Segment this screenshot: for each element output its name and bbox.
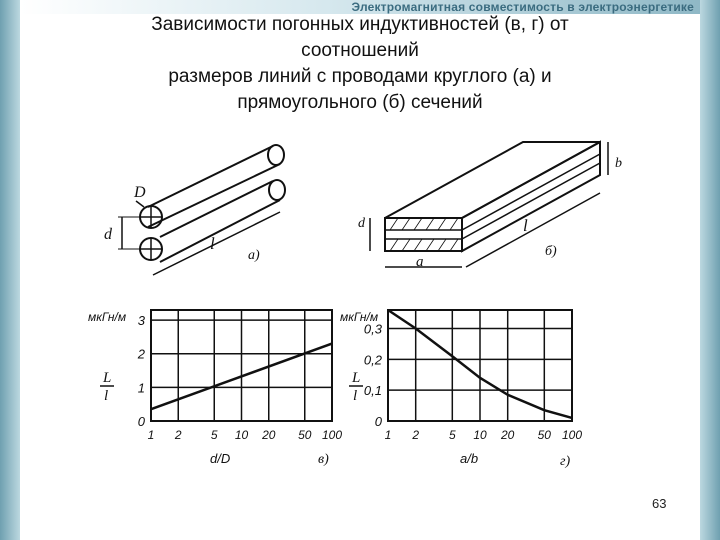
right-decor-bar (700, 0, 720, 540)
chart-v-grid (151, 310, 332, 421)
x-tick-label: 100 (321, 428, 343, 442)
label-d-a: d (104, 226, 112, 243)
chart-v-y-ratio-bottom: l (104, 388, 109, 404)
panel-a (118, 145, 285, 275)
hatch (414, 218, 422, 230)
wire-lower-end-far (269, 180, 285, 200)
hatch (450, 218, 458, 230)
x-tick-label: 100 (561, 428, 583, 442)
wire-upper-end-far (268, 145, 284, 165)
hatch (426, 239, 434, 251)
figure-svg (40, 127, 685, 482)
hatching-b (390, 218, 458, 251)
x-tick-label: 5 (448, 428, 456, 442)
chart-g-xlabel: a/b (460, 451, 479, 466)
bar-side-face (462, 142, 600, 251)
y-tick-label: 0,2 (363, 352, 382, 368)
x-tick-label: 2 (412, 428, 420, 442)
x-tick-label: 2 (174, 428, 182, 442)
y-tick-label: 3 (137, 313, 145, 329)
hatch (402, 218, 410, 230)
caption-a: а) (248, 248, 260, 263)
title-line-1: Зависимости погонных индуктивностей (в, г) от (151, 14, 569, 35)
caption-b: б) (545, 244, 557, 259)
y-tick-label: 0 (374, 414, 382, 429)
hatch (426, 218, 434, 230)
layer-line (462, 154, 600, 230)
wire-upper-bottom-edge (148, 164, 280, 227)
hatch (402, 239, 410, 251)
y-tick-label: 0 (137, 414, 145, 429)
chart-v-xlabel: d/D (210, 451, 231, 466)
chart-g-ticks (364, 322, 582, 443)
x-tick-label: 1 (384, 428, 392, 442)
x-tick-label: 5 (210, 428, 218, 442)
title-line-3: размеров линий с проводами круглого (а) и (168, 66, 552, 87)
figure (40, 127, 685, 482)
x-tick-label: 10 (234, 428, 249, 442)
dim-D-arrow (136, 201, 144, 207)
y-tick-label: 2 (137, 346, 145, 362)
left-decor-bar (0, 0, 20, 540)
chart-v-y-unit: мкГн/м (88, 310, 127, 324)
chart-g (340, 310, 582, 469)
layer-line (462, 163, 600, 239)
x-tick-label: 1 (147, 428, 155, 442)
chart-g-y-ratio-bottom: l (353, 388, 358, 404)
chart-v (88, 310, 342, 467)
chart-v-y-ratio-top: L (103, 370, 112, 386)
chart-v-caption: в) (318, 452, 329, 467)
label-b: b (615, 156, 622, 171)
title-line-4: прямоугольного (б) сечений (237, 92, 483, 113)
x-tick-label: 20 (501, 428, 515, 442)
y-tick-label: 0,3 (363, 321, 382, 337)
hatch (438, 239, 446, 251)
panel-b (370, 142, 608, 267)
label-D: D (134, 184, 146, 201)
y-tick-label: 1 (137, 380, 145, 396)
slide-title (40, 12, 680, 116)
hatch (438, 218, 446, 230)
x-tick-label: 20 (262, 428, 276, 442)
chart-g-caption: г) (560, 454, 571, 469)
page-number: 63 (652, 496, 667, 511)
hatch (450, 239, 458, 251)
wire-lower-top-edge (160, 181, 273, 237)
dim-l-line (153, 212, 280, 275)
chart-g-y-unit: мкГн/м (340, 310, 379, 324)
label-d-b: d (358, 216, 365, 231)
label-l-b: l (523, 216, 528, 235)
x-tick-label: 50 (537, 428, 551, 442)
bar-front-face (385, 218, 462, 251)
hatch (414, 239, 422, 251)
x-tick-label: 50 (298, 428, 312, 442)
hatch (390, 239, 398, 251)
label-a: a (416, 254, 424, 270)
label-l-a: l (210, 234, 215, 253)
title-line-2: соотношений (301, 40, 419, 61)
header-text: Электромагнитная совместимость в электроэнергетике (351, 0, 694, 14)
x-tick-label: 10 (473, 428, 487, 442)
hatch (390, 218, 398, 230)
y-tick-label: 0,1 (363, 383, 382, 399)
chart-g-grid (388, 310, 572, 421)
wire-lower-bottom-edge (160, 200, 280, 262)
chart-g-y-ratio-top: L (352, 370, 361, 386)
